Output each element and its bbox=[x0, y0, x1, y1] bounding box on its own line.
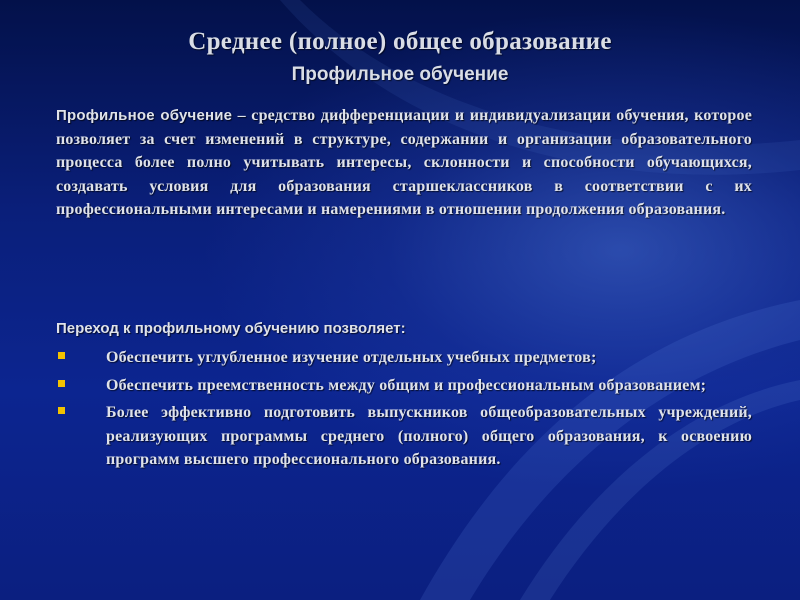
list-item bbox=[56, 346, 752, 370]
definition-term: Профильное обучение bbox=[56, 107, 233, 124]
bullet-list bbox=[56, 346, 752, 476]
list-item bbox=[56, 374, 752, 398]
definition-text: – средство дифференциации и индивидуализации обучения, которое позволяет за счет изменений в структуре, содержании и организации образовательного процесса более полно учитывать интересы, склонности и способности обучающихся, создавать условия для образования старшеклассников в соответствии с их профессиональными интересами и намерениями в отношении продолжения образования. bbox=[56, 107, 752, 219]
bullet-square-icon bbox=[58, 380, 65, 387]
section-label: Переход к профильному обучению позволяет: bbox=[56, 320, 406, 337]
bullet-square-icon bbox=[58, 407, 65, 414]
bullet-text: Обеспечить преемственность между общим и профессиональным образованием; bbox=[106, 376, 707, 394]
list-item bbox=[56, 401, 752, 472]
slide-subtitle: Профильное обучение bbox=[291, 64, 509, 85]
bullet-text: Более эффективно подготовить выпускников общеобразовательных учреждений, реализующих программы среднего (полного) общего образования, к освоению программ высшего профессионального образования. bbox=[106, 404, 752, 469]
definition-paragraph bbox=[56, 104, 752, 222]
bullet-square-icon bbox=[58, 352, 65, 359]
slide-title: Среднее (полное) общее образование bbox=[188, 28, 612, 55]
bullet-text: Обеспечить углубленное изучение отдельных учебных предметов; bbox=[106, 349, 597, 366]
